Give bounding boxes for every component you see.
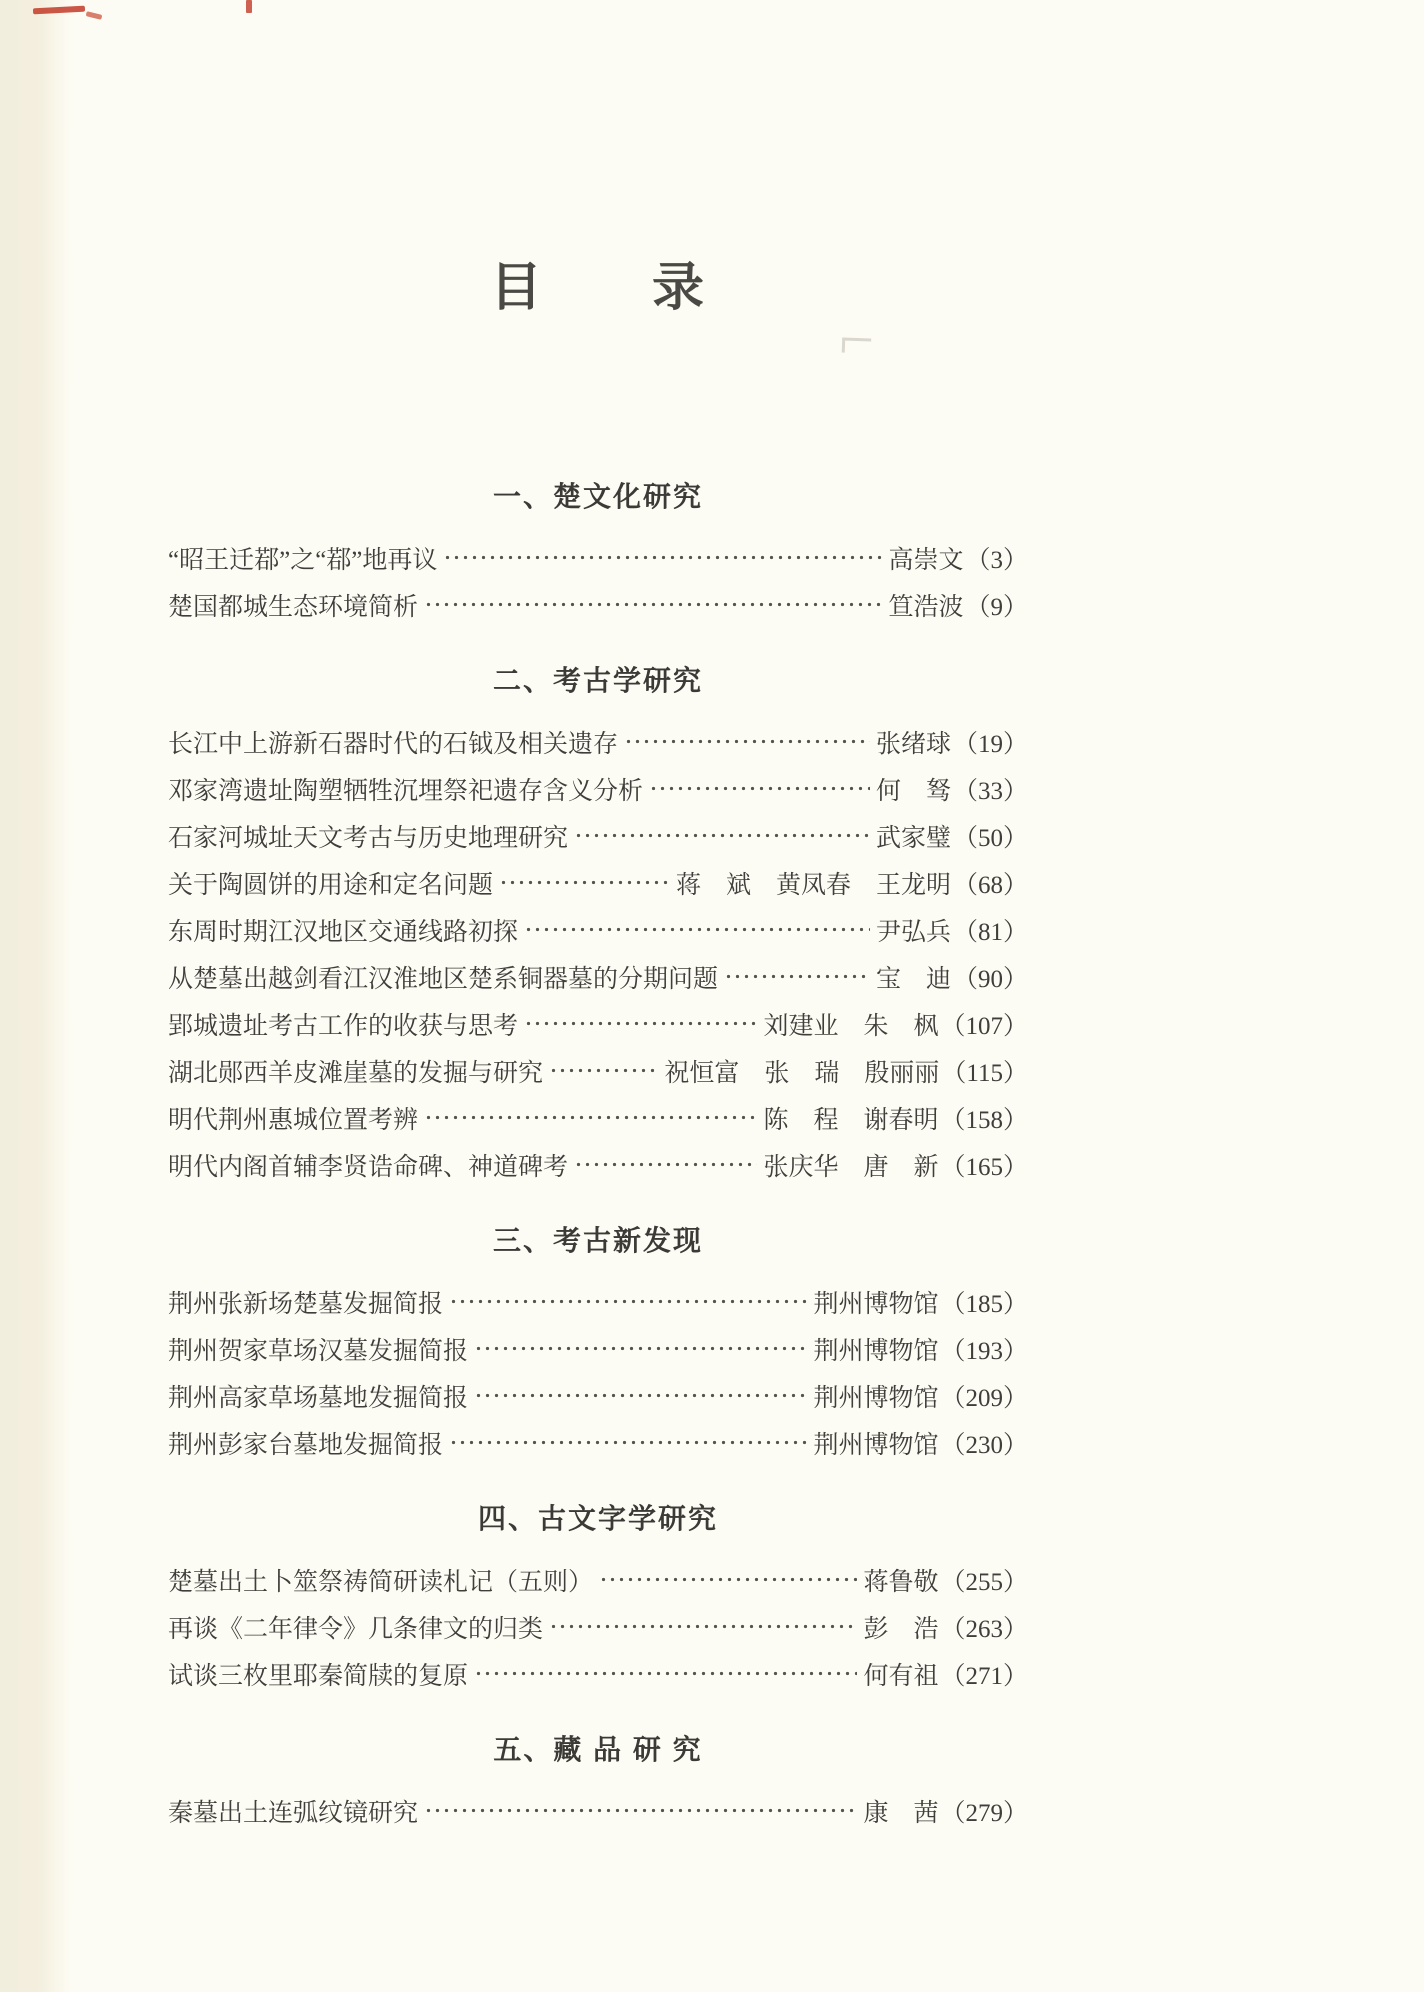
toc-entry (168, 1325, 1028, 1372)
entry-ref (763, 1100, 1028, 1136)
entry-page: （255） (940, 1568, 1028, 1596)
entry-authors: 康 茜 (863, 1799, 939, 1827)
toc-entry (168, 1094, 1028, 1141)
entry-page: （185） (940, 1290, 1028, 1318)
entry-authors: 刘建业 朱 枫 (763, 1012, 939, 1040)
entry-authors: 尹弘兵 (875, 918, 951, 946)
entry-ref (813, 1378, 1028, 1414)
section-entries (168, 1787, 1028, 1834)
dot-leader (549, 1614, 857, 1639)
entry-authors: 笪浩波 (888, 593, 964, 621)
entry-ref (876, 724, 1028, 760)
entry-authors: 蒋 斌 黄凤春 王龙明 (675, 871, 951, 899)
entry-ref (763, 1006, 1028, 1042)
entry-title: 邓家湾遗址陶塑牺牲沉埋祭祀遗存含义分析 (168, 777, 644, 805)
entry-title: 湖北郧西羊皮滩崖墓的发掘与研究 (168, 1059, 544, 1087)
entry-page: （230） (940, 1431, 1028, 1459)
entry-page: （193） (940, 1337, 1028, 1365)
dot-leader (449, 1289, 807, 1314)
dot-leader (474, 1661, 857, 1686)
section-entries (168, 718, 1028, 1188)
toc-content (168, 0, 1028, 1834)
dot-leader (449, 1430, 807, 1455)
toc-entry (168, 1372, 1028, 1419)
entry-page: （209） (940, 1384, 1028, 1412)
entry-ref (863, 1793, 1028, 1829)
dot-leader (499, 870, 670, 895)
entry-ref (863, 1562, 1028, 1598)
entry-title: 郢城遗址考古工作的收获与思考 (168, 1012, 519, 1040)
entry-ref (813, 1284, 1028, 1320)
section-heading: 五、藏 品 研 究 (493, 1734, 703, 1765)
entry-page: （90） (952, 965, 1028, 993)
entry-title: 楚国都城生态环境简析 (168, 593, 419, 621)
entry-ref (876, 959, 1028, 995)
entry-page: （165） (940, 1153, 1028, 1181)
entry-title: 石家河城址天文考古与历史地理研究 (168, 824, 569, 852)
entry-title: 荆州张新场楚墓发掘简报 (168, 1290, 444, 1318)
entry-title: 荆州高家草场墓地发掘简报 (168, 1384, 469, 1412)
entry-page: （9） (965, 593, 1028, 621)
toc-entry (168, 1141, 1028, 1188)
section-entries (168, 1278, 1028, 1466)
entry-ref (664, 1053, 1028, 1089)
toc-entry (168, 1650, 1028, 1697)
entry-title: 明代内阁首辅李贤诰命碑、神道碑考 (168, 1153, 569, 1181)
entry-page: （3） (965, 546, 1028, 574)
page-title: 目 录 (489, 260, 706, 317)
toc-entry (168, 812, 1028, 859)
dot-leader (443, 545, 882, 570)
dot-leader (424, 1105, 757, 1130)
entry-authors: 荆州博物馆 (813, 1384, 939, 1412)
section-heading: 一、楚文化研究 (492, 481, 703, 512)
entry-title: 东周时期江汉地区交通线路初探 (168, 918, 519, 946)
page-edge-shadow (0, 0, 95, 1992)
entry-authors: 荆州博物馆 (813, 1431, 939, 1459)
entry-title: 关于陶圆饼的用途和定名问题 (168, 871, 494, 899)
toc-entry (168, 581, 1028, 628)
entry-ref (876, 818, 1028, 854)
entry-title: 试谈三枚里耶秦简牍的复原 (168, 1662, 469, 1690)
entry-ref (888, 540, 1028, 576)
dot-leader (574, 823, 870, 848)
toc-entry (168, 1787, 1028, 1834)
entry-page: （158） (940, 1106, 1028, 1134)
entry-authors: 何有祖 (863, 1662, 939, 1690)
dot-leader (424, 592, 882, 617)
toc-section (168, 664, 1028, 1188)
entry-authors: 蒋鲁敬 (863, 1568, 939, 1596)
toc-entry (168, 765, 1028, 812)
toc-entry (168, 718, 1028, 765)
toc-entry (168, 953, 1028, 1000)
toc-entry (168, 1278, 1028, 1325)
toc-entry (168, 1419, 1028, 1466)
entry-ref (876, 771, 1028, 807)
red-scan-mark (86, 11, 103, 20)
dot-leader (574, 1152, 757, 1177)
entry-page: （19） (952, 730, 1028, 758)
entry-page: （68） (952, 871, 1028, 899)
toc-entry (168, 1000, 1028, 1047)
toc-entry (168, 859, 1028, 906)
entry-page: （107） (940, 1012, 1028, 1040)
dot-leader (474, 1336, 807, 1361)
entry-title: 再谈《二年律令》几条律文的归类 (168, 1615, 544, 1643)
entry-ref (876, 912, 1028, 948)
toc-section (168, 480, 1028, 628)
entry-authors: 高崇文 (888, 546, 964, 574)
entry-page: （50） (952, 824, 1028, 852)
entry-title: “昭王迁鄀”之“鄀”地再议 (168, 546, 438, 574)
entry-authors: 荆州博物馆 (813, 1290, 939, 1318)
entry-authors: 彭 浩 (863, 1615, 939, 1643)
dot-leader (624, 729, 870, 754)
entry-page: （279） (940, 1799, 1028, 1827)
entry-title: 荆州贺家草场汉墓发掘简报 (168, 1337, 469, 1365)
entry-title: 长江中上游新石器时代的石钺及相关遗存 (168, 730, 619, 758)
entry-page: （263） (940, 1615, 1028, 1643)
entry-title: 荆州彭家台墓地发掘简报 (168, 1431, 444, 1459)
dot-leader (724, 964, 870, 989)
entry-ref (888, 587, 1028, 623)
entry-authors: 宝 迪 (875, 965, 951, 993)
entry-authors: 祝恒富 张 瑞 殷丽丽 (664, 1059, 940, 1087)
entry-ref (863, 1656, 1028, 1692)
section-heading: 四、古文字学研究 (477, 1503, 718, 1534)
toc-sections (168, 480, 1028, 1834)
dot-leader (524, 1011, 757, 1036)
section-entries (168, 1556, 1028, 1697)
entry-title: 秦墓出土连弧纹镜研究 (168, 1799, 419, 1827)
dot-leader (549, 1058, 658, 1083)
toc-entry (168, 1603, 1028, 1650)
dot-leader (649, 776, 870, 801)
entry-page: （81） (952, 918, 1028, 946)
entry-authors: 何 驽 (875, 777, 951, 805)
entry-authors: 荆州博物馆 (813, 1337, 939, 1365)
toc-section (168, 1224, 1028, 1466)
red-scan-mark (33, 6, 85, 15)
dot-leader (424, 1798, 857, 1823)
toc-entry (168, 1047, 1028, 1094)
toc-section (168, 1502, 1028, 1697)
entry-authors: 陈 程 谢春明 (763, 1106, 939, 1134)
toc-entry (168, 1556, 1028, 1603)
section-heading: 二、考古学研究 (492, 665, 703, 696)
dot-leader (524, 917, 870, 942)
entry-title: 明代荆州惠城位置考辨 (168, 1106, 419, 1134)
entry-ref (763, 1147, 1028, 1183)
entry-ref (813, 1425, 1028, 1461)
entry-page: （271） (940, 1662, 1028, 1690)
toc-entry (168, 906, 1028, 953)
entry-ref (676, 865, 1028, 901)
entry-title: 从楚墓出越剑看江汉淮地区楚系铜器墓的分期问题 (168, 965, 719, 993)
toc-entry (168, 534, 1028, 581)
entry-ref (863, 1609, 1028, 1645)
dot-leader (474, 1383, 807, 1408)
entry-ref (813, 1331, 1028, 1367)
entry-page: （115） (941, 1059, 1028, 1087)
toc-section (168, 1733, 1028, 1834)
entry-authors: 张绪球 (875, 730, 951, 758)
section-heading: 三、考古新发现 (492, 1225, 703, 1256)
entry-title: 楚墓出土卜筮祭祷简研读札记（五则） (168, 1568, 594, 1596)
dot-leader (599, 1567, 857, 1592)
entry-authors: 武家璧 (875, 824, 951, 852)
entry-authors: 张庆华 唐 新 (763, 1153, 939, 1181)
entry-page: （33） (952, 777, 1028, 805)
section-entries (168, 534, 1028, 628)
